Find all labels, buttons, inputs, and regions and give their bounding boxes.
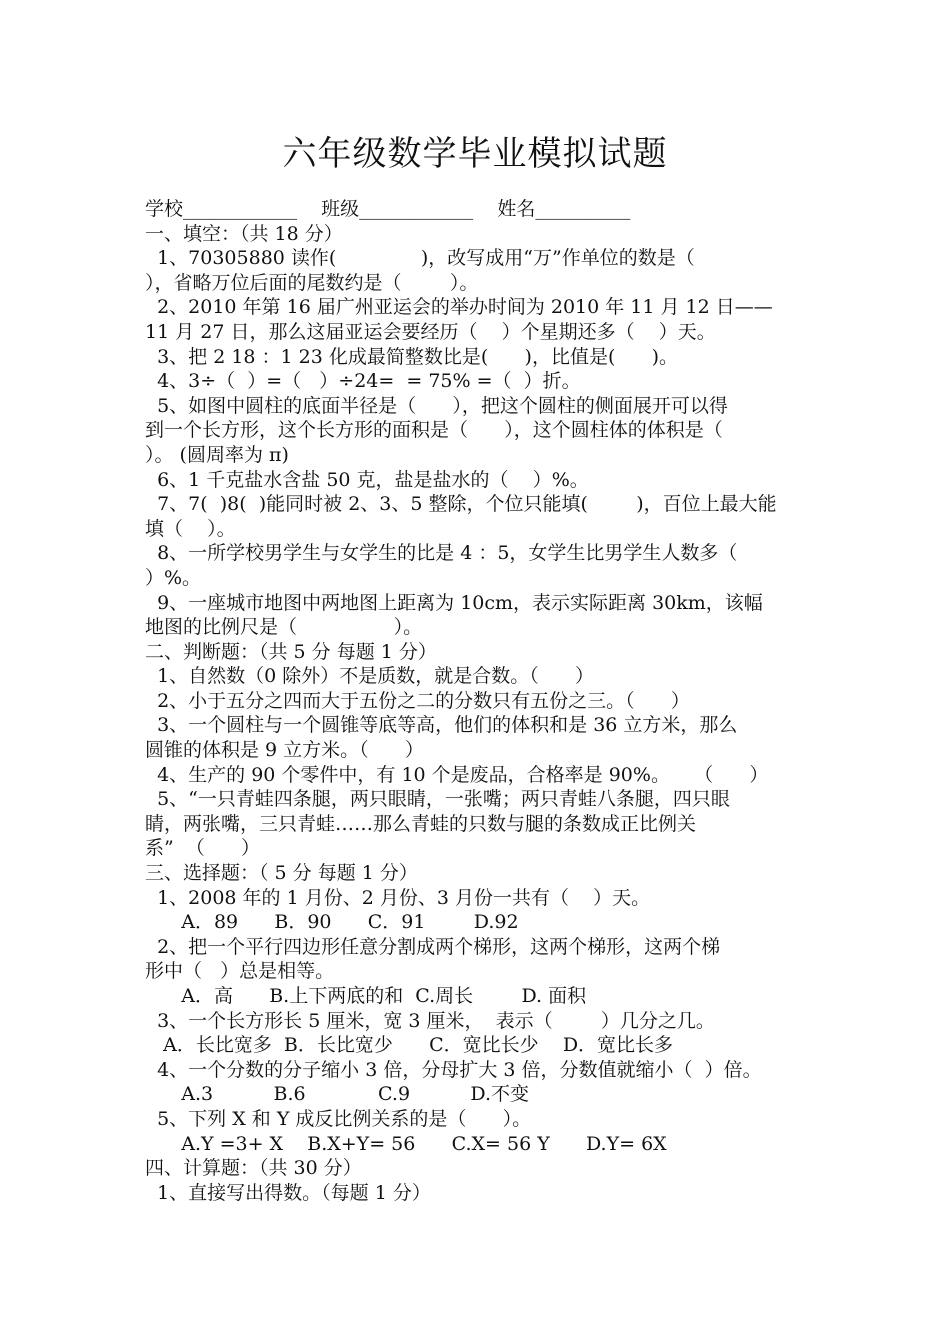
text-line: 2、把一个平行四边形任意分割成两个梯形，这两个梯形，这两个梯 [145, 935, 721, 958]
text-line: 1、自然数（0 除外）不是质数，就是合数。（ ） [145, 665, 595, 688]
text-line: 8、一所学校男学生与女学生的比是 4 ：5，女学生比男学生人数多（ [145, 542, 738, 565]
text-line: 5、下列 X 和 Y 成反比例关系的是（ ）。 [145, 1107, 532, 1130]
text-line: 形中（ ）总是相等。 [145, 960, 335, 983]
text-line: A．长比宽多 B．长比宽少 C．宽比长少 D．宽比长多 [145, 1034, 674, 1057]
text-line: A.Y =3+ X B.X+Y= 56 C.X= 56 Y D.Y= 6X [145, 1132, 667, 1155]
text-line: 到一个长方形，这个长方形的面积是（ ），这个圆柱体的体积是（ [145, 419, 723, 442]
text-line: 3、一个圆柱与一个圆锥等底等高，他们的体积和是 36 立方米，那么 [145, 714, 738, 737]
page-title: 六年级数学毕业模拟试题 [282, 134, 668, 174]
text-line: 学校____________ 班级____________ 姓名__________ [145, 198, 631, 220]
text-line: 地图的比例尺是（ ）。 [145, 616, 423, 639]
text-line: 4、生产的 90 个零件中，有 10 个是废品，合格率是 90%。 （ ） [145, 763, 769, 786]
text-line: 2、2010 年第 16 届广州亚运会的举办时间为 2010 年 11 月 12 日—— [145, 296, 773, 319]
text-line: ）。 (圆周率为 π) [145, 443, 289, 466]
text-line: 四、计算题：（共 30 分） [145, 1157, 362, 1180]
text-line: 1、70305880 读作( )，改写成用“万”作单位的数是（ [145, 247, 695, 270]
text-line: 5、如图中圆柱的底面半径是（ ），把这个圆柱的侧面展开可以得 [145, 394, 728, 417]
text-line: A．高 B.上下两底的和 C.周长 D. 面积 [145, 985, 587, 1007]
text-line: ）%。 [145, 566, 202, 589]
text-line: 4、3÷（ ）=（ ）÷24= = 75% =（ ）折。 [145, 370, 581, 393]
text-line: 三、选择题：（ 5 分 每题 1 分） [145, 862, 418, 885]
text-line: 2、小于五分之四而大于五份之二的分数只有五份之三。（ ） [145, 689, 690, 712]
text-line: 一、填空：（共 18 分） [145, 222, 343, 245]
text-line: A.3 B.6 C.9 D.不变 [145, 1083, 530, 1106]
text-line: 3、把 2 18 ：1 23 化成最简整数比是( )，比值是( )。 [145, 345, 679, 368]
text-line: 1、2008 年的 1 月份、2 月份、3 月份一共有（ ）天。 [145, 886, 651, 909]
text-line: 7、7( )8( )能同时被 2、3、5 整除，个位只能填( )，百位上最大能 [145, 493, 777, 516]
text-line: A．89 B．90 C．91 D.92 [145, 911, 519, 934]
text-line: 二、判断题：（共 5 分 每题 1 分） [145, 640, 437, 663]
text-line: 1、直接写出得数。（每题 1 分） [145, 1181, 431, 1204]
text-line: 4、一个分数的分子缩小 3 倍，分母扩大 3 倍，分数值就缩小（ ）倍。 [145, 1058, 762, 1081]
text-line: 圆锥的体积是 9 立方米。（ ） [145, 739, 424, 762]
text-line: 5、“一只青蛙四条腿，两只眼睛，一张嘴；两只青蛙八条腿，四只眼 [145, 788, 730, 811]
text-line: 9、一座城市地图中两地图上距离为 10cm，表示实际距离 30km，该幅 [145, 591, 763, 614]
text-line: 6、1 千克盐水含盐 50 克，盐是盐水的（ ）%。 [145, 468, 589, 491]
text-line: 11 月 27 日，那么这届亚运会要经历（ ）个星期还多（ ）天。 [145, 320, 716, 343]
text-line: 睛，两张嘴，三只青蛙……那么青蛙的只数与腿的条数成正比例关 [145, 812, 697, 835]
text-line: 系” （ ） [145, 837, 261, 860]
text-line: ），省略万位后面的尾数约是（ ）。 [145, 271, 479, 294]
exam-body [145, 197, 810, 1205]
text-line: 3、一个长方形长 5 厘米，宽 3 厘米， 表示（ ）几分之几。 [145, 1009, 715, 1032]
text-line: 填（ ）。 [145, 517, 236, 540]
